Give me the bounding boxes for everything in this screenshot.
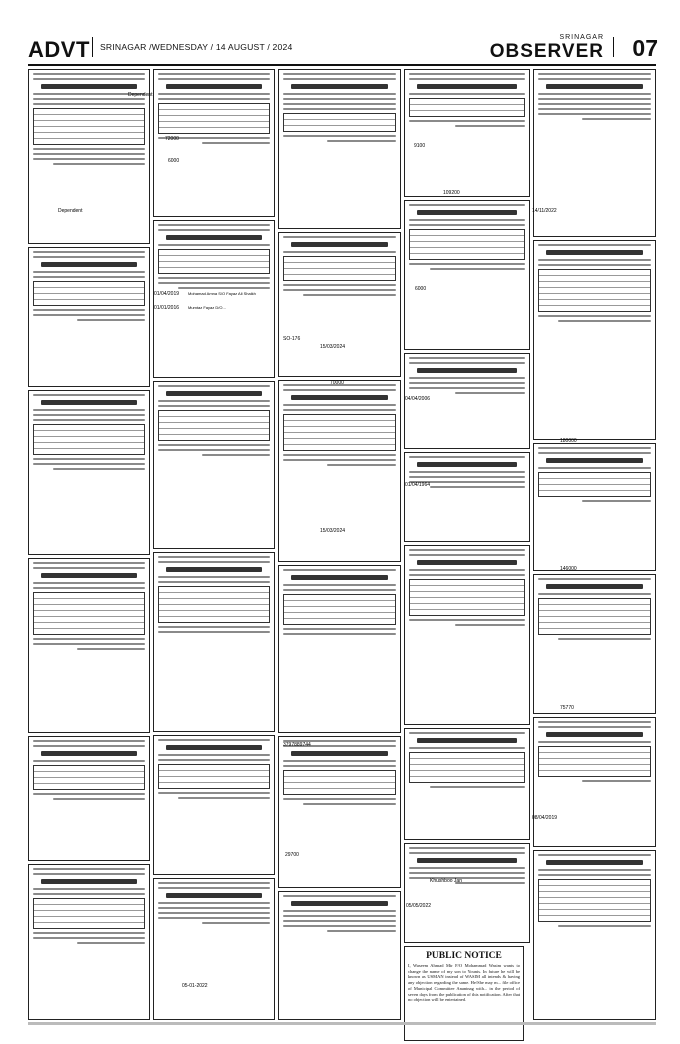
ad-box [533,443,656,571]
snippet: 05-01-2022 [182,983,208,989]
snippet: Khushboo Jan [430,878,462,884]
ad-box [153,878,275,1020]
dateline: SRINAGAR /WEDNESDAY / 14 AUGUST / 2024 [100,42,293,52]
header-divider [92,37,93,57]
ad-box [153,220,275,378]
ad-box [153,381,275,549]
ad-box [278,565,401,733]
page-header [28,33,658,63]
snippet: Mumtaz Fayaz D/O... [188,305,226,310]
ad-box [153,735,275,875]
ad-box [404,728,530,840]
snippet: 29700 [285,852,299,858]
snippet: 15/03/2024 [320,528,346,534]
snippet: 6000 [415,286,427,292]
ad-box [278,69,401,229]
ad-box [28,390,150,555]
ad-box [278,380,401,562]
snippet: 146000 [560,566,577,572]
snippet: 70000 [330,380,344,386]
ad-box [404,843,530,943]
ad-box [153,552,275,732]
ad-box [533,240,656,440]
header-divider-right [613,37,614,57]
masthead-city: SRINAGAR [559,34,604,41]
snippet: 109200 [443,190,460,196]
snippet: Mohamad Amna S/O Fayaz Ali Shaikh [188,291,256,296]
snippet: 05/05/2022 [406,903,432,909]
snippet: 180000 [560,438,577,444]
snippet: 9100 [414,143,426,149]
ad-box [404,200,530,350]
ad-box [404,452,530,542]
ad-box [404,69,530,197]
snippet: 01/04/1964 [405,482,431,488]
snippet: SO-176 [283,336,301,342]
footer-rule [28,1022,656,1025]
ad-box [533,717,656,847]
ad-box [278,891,401,1020]
snippet: 04/04/2006 [405,396,431,402]
ad-box [533,574,656,714]
masthead-name: OBSERVER [489,41,604,62]
snippet: 72000 [165,136,179,142]
snippet: 01/01/2016 [154,305,180,311]
snippet: 01/04/2019 [154,291,180,297]
snippet: 14/11/2022 [532,208,557,214]
snippet: 3797889744 [283,742,311,748]
public-notice [404,946,524,1041]
ad-box [278,232,401,377]
ad-box [28,247,150,387]
header-rule [28,64,656,66]
snippet: Dependent [58,208,83,214]
ad-box [404,545,530,725]
snippet: 15/03/2024 [320,344,346,350]
public-notice-body: I, Waseem Ahmad Mir F/O Mohammad Wasim wants to change the name of my son to Younis. In future he will be known as USMAN instead of WASIM all intends & having any objection regarding the same. He/She may m... file office of Municipal Committee Anantnag with... in the period of seven days from the publication of this notification. After that no objection will be entertained. [408,963,520,1003]
ad-box [153,69,275,217]
snippet: 6000 [168,158,180,164]
snippet: 75770 [560,705,574,711]
page-number: 07 [632,35,658,61]
ad-grid [28,69,656,1020]
ad-box [533,850,656,1020]
masthead-logo [490,34,604,62]
ad-box [28,864,150,1020]
ad-box [278,736,401,888]
ad-box [28,558,150,733]
snippet: 08/04/2019 [532,815,558,821]
snippet: Dependent [128,92,153,98]
public-notice-title: PUBLIC NOTICE [426,951,502,961]
ad-box [28,736,150,861]
section-label: ADVT [28,37,90,62]
